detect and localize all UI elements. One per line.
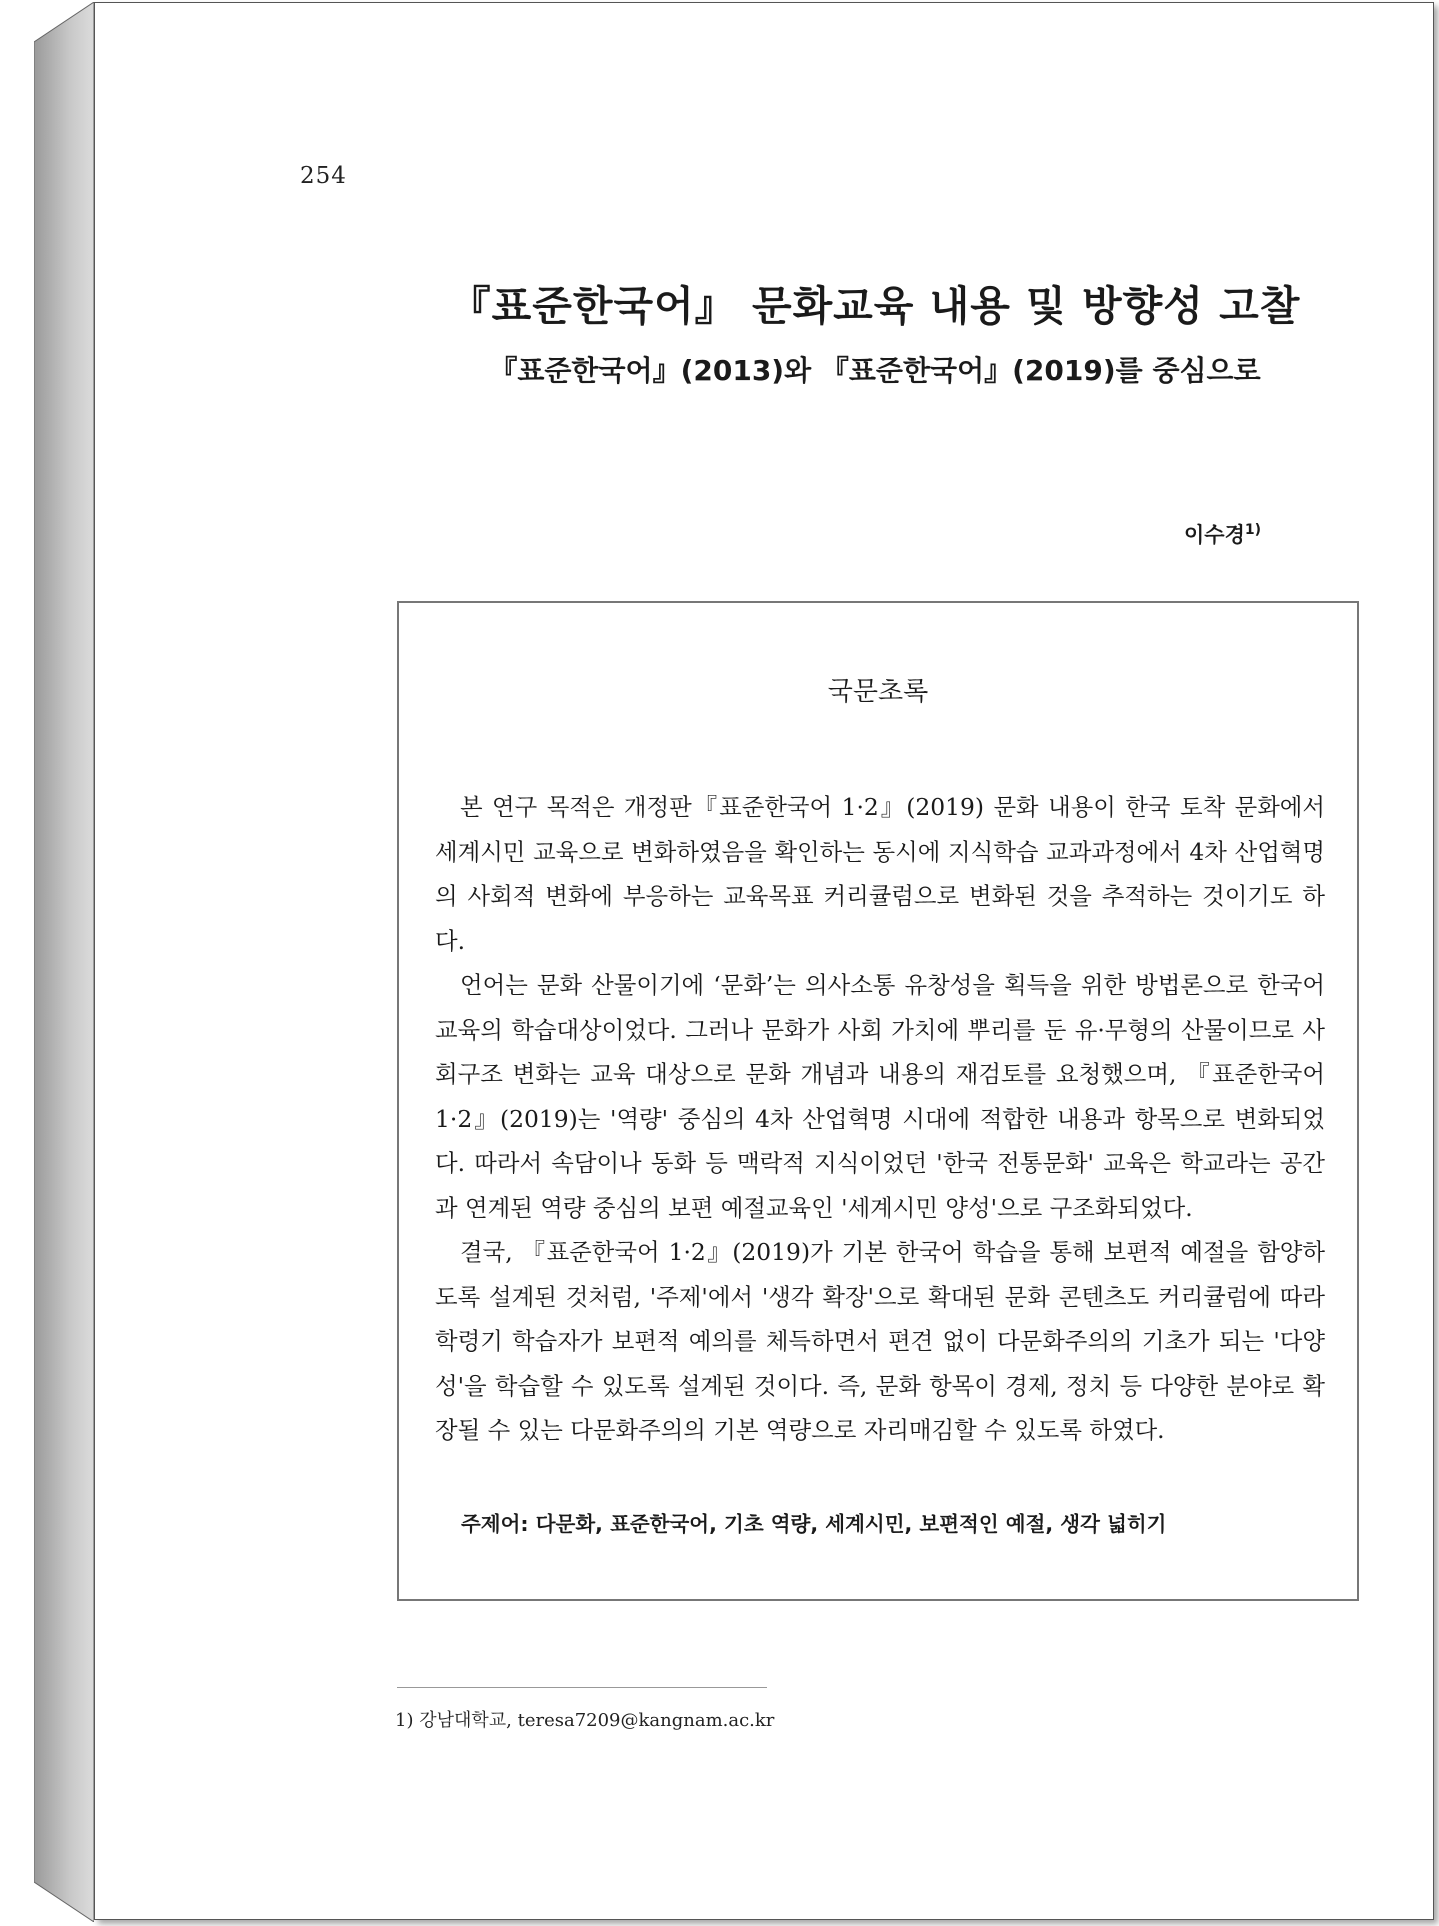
author-line: [1184, 519, 1261, 549]
abstract-body: [435, 785, 1325, 1453]
keywords: 주제어: 다문화, 표준한국어, 기초 역량, 세계시민, 보편적인 예절, 생각 넓히기: [461, 1512, 1167, 1536]
document-page: [94, 2, 1434, 1920]
page-number: 254: [300, 163, 347, 189]
book-spine-edge: [34, 2, 94, 1922]
abstract-paragraph: 언어는 문화 산물이기에 ‘문화’는 의사소통 유창성을 획득을 위한 방법론으로 한국어교육의 학습대상이었다. 그러나 문화가 사회 가치에 뿌리를 둔 유·무형의 산물이므로 사회구조 변화는 교육 대상으로 문화 개념과 내용의 재검토를 요청했으며, 『표준한국어 1·2』(2019)는 '역량' 중심의 4차 산업혁명 시대에 적합한 내용과 항목으로 변화되었다. 따라서 속담이나 동화 등 맥락적 지식이었던 '한국 전통문화' 교육은 학교라는 공간과 연계된 역량 중심의 보편 예절교육인 '세계시민 양성'으로 구조화되었다.: [435, 971, 1325, 1222]
paper-title: 『표준한국어』 문화교육 내용 및 방향성 고찰: [449, 282, 1301, 330]
abstract-box: [397, 601, 1359, 1601]
footnote-divider: [397, 1687, 767, 1688]
paper-subtitle: 『표준한국어』(2013)와 『표준한국어』(2019)를 중심으로: [489, 354, 1261, 387]
author-name: 이수경: [1184, 523, 1245, 547]
abstract-heading: 국문초록: [827, 677, 929, 707]
abstract-paragraph: 결국, 『표준한국어 1·2』(2019)가 기본 한국어 학습을 통해 보편적 예절을 함양하도록 설계된 것처럼, '주제'에서 '생각 확장'으로 확대된 문화 콘텐츠도 커리큘럼에 따라 학령기 학습자가 보편적 예의를 체득하면서 편견 없이 다문화주의의 기초가 되는 '다양성'을 학습할 수 있도록 설계된 것이다. 즉, 문화 항목이 경제, 정치 등 다양한 분야로 확장될 수 있는 다문화주의의 기본 역량으로 자리매김할 수 있도록 하였다.: [435, 1238, 1325, 1444]
abstract-paragraph: 본 연구 목적은 개정판『표준한국어 1·2』(2019) 문화 내용이 한국 토착 문화에서 세계시민 교육으로 변화하였음을 확인하는 동시에 지식학습 교과과정에서 4차 산업혁명의 사회적 변화에 부응하는 교육목표 커리큘럼으로 변화된 것을 추적하는 것이기도 하다.: [435, 793, 1325, 955]
footnote: 1) 강남대학교, teresa7209@kangnam.ac.kr: [395, 1710, 775, 1731]
author-footnote-mark: 1): [1244, 522, 1261, 538]
